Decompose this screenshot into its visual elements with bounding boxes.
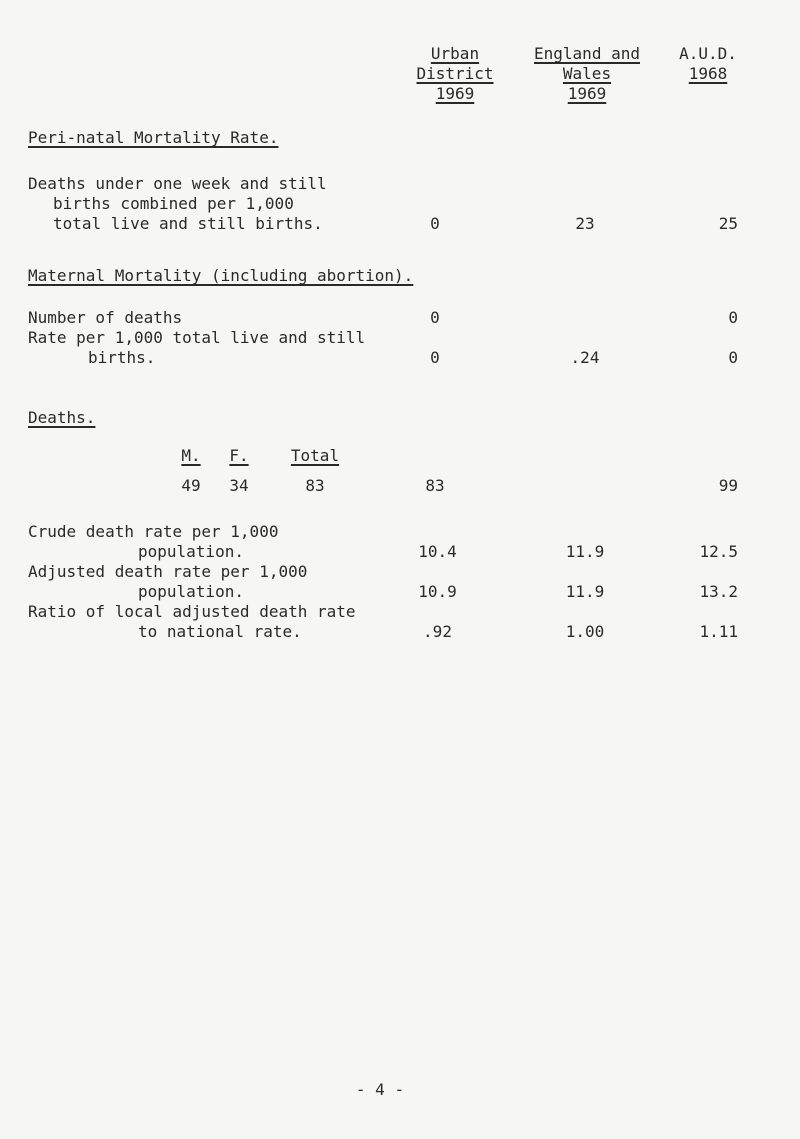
crude-rate-aud: 12.5 — [699, 542, 738, 561]
deaths-total-header: Total — [290, 446, 340, 465]
maternal-heading: Maternal Mortality (including abortion). — [28, 266, 414, 285]
crude-rate-urban: 10.4 — [418, 542, 457, 561]
perinatal-label-line: births combined per 1,000 — [53, 194, 294, 213]
deaths-female-value: 34 — [229, 476, 249, 495]
adjusted-rate-aud: 13.2 — [699, 582, 738, 601]
header-urban: Urban — [430, 44, 480, 63]
crude-rate-label: population. — [138, 542, 244, 561]
header-urban-year: 1969 — [435, 84, 475, 103]
ratio-england: 1.00 — [565, 622, 605, 641]
header-district: District — [416, 64, 494, 83]
perinatal-value-aud: 25 — [718, 214, 738, 233]
deaths-total-value: 83 — [305, 476, 325, 495]
perinatal-value-urban: 0 — [430, 214, 440, 233]
maternal-rate-label: births. — [88, 348, 156, 367]
ratio-aud: 1.11 — [699, 622, 738, 641]
header-england-and: England and — [534, 44, 640, 63]
maternal-rate-urban: 0 — [430, 348, 440, 367]
deaths-value-aud: 99 — [718, 476, 738, 495]
maternal-rate-label: Rate per 1,000 total live and still — [28, 328, 366, 347]
deaths-male-header: M. — [181, 446, 201, 465]
maternal-rate-aud: 0 — [728, 348, 738, 367]
adjusted-rate-label: population. — [138, 582, 244, 601]
ratio-label: Ratio of local adjusted death rate — [28, 602, 356, 621]
deaths-female-header: F. — [229, 446, 249, 465]
page-number: - 4 - — [355, 1080, 405, 1099]
maternal-rate-england: .24 — [570, 348, 600, 367]
crude-rate-england: 11.9 — [565, 542, 605, 561]
perinatal-heading: Peri-natal Mortality Rate. — [28, 128, 279, 147]
adjusted-rate-urban: 10.9 — [418, 582, 457, 601]
deaths-value-urban: 83 — [425, 476, 445, 495]
crude-rate-label: Crude death rate per 1,000 — [28, 522, 279, 541]
adjusted-rate-england: 11.9 — [565, 582, 605, 601]
header-aud: A.U.D. — [679, 44, 737, 63]
maternal-number-aud: 0 — [728, 308, 738, 327]
header-wales: Wales — [562, 64, 612, 83]
ratio-urban: .92 — [423, 622, 452, 641]
adjusted-rate-label: Adjusted death rate per 1,000 — [28, 562, 308, 581]
header-aud-year: 1968 — [688, 64, 728, 83]
perinatal-value-england: 23 — [575, 214, 595, 233]
deaths-heading: Deaths. — [28, 408, 96, 427]
deaths-male-value: 49 — [181, 476, 201, 495]
maternal-number-urban: 0 — [430, 308, 440, 327]
perinatal-label-line: Deaths under one week and still — [28, 174, 327, 193]
ratio-label: to national rate. — [138, 622, 302, 641]
maternal-number-label: Number of deaths — [28, 308, 183, 327]
header-wales-year: 1969 — [567, 84, 607, 103]
perinatal-label-line: total live and still births. — [53, 214, 323, 233]
